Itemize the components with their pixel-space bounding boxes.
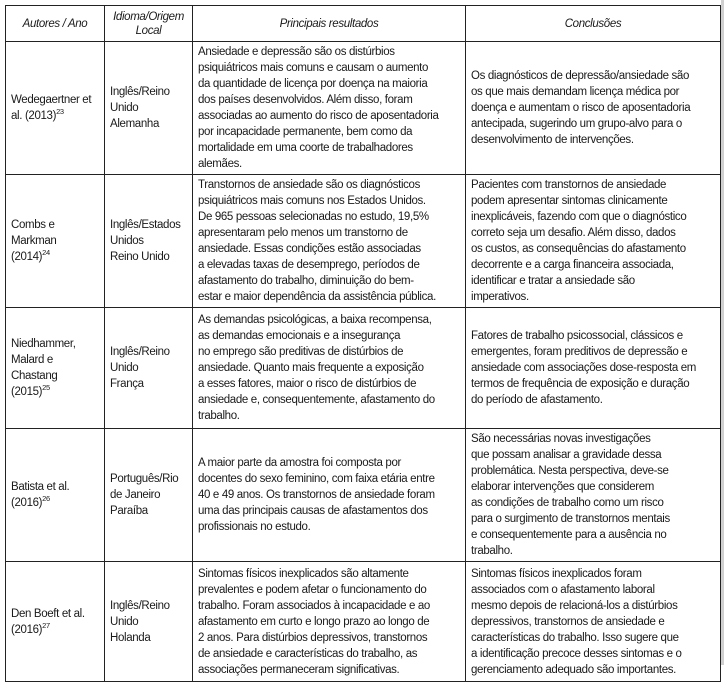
line-text: prevalentes e podem afetar o funcionamento do	[198, 583, 427, 596]
line-text: a esses fatores, maior o risco de distúrbios de	[198, 378, 417, 390]
text-line	[471, 241, 715, 257]
line-text: Sintomas físicos inexplicados são altamente	[198, 567, 409, 580]
table-row	[6, 175, 721, 308]
text-line	[110, 233, 187, 249]
text-line	[198, 471, 460, 487]
table-row	[6, 42, 721, 175]
line-text: as condições de trabalho como um risco	[471, 497, 664, 509]
text-line	[198, 209, 460, 225]
text-line	[198, 225, 460, 241]
line-text: associados com o afastamento laboral	[471, 583, 655, 596]
text-line	[110, 84, 187, 100]
header-conclusions: Conclusões	[466, 6, 721, 42]
text-line	[198, 614, 460, 630]
line-text: termos de frequência de exposição e duração	[471, 378, 690, 390]
text-line	[471, 447, 715, 463]
line-text: podem apresentar sintomas clinicamente	[471, 195, 668, 207]
text-line	[471, 132, 715, 148]
text-line	[110, 487, 187, 503]
cell-conclusions	[466, 562, 721, 682]
line-text: depressivos, transtornos de ansiedade e	[471, 615, 665, 628]
text-line	[198, 60, 460, 76]
line-text: Unido	[110, 362, 139, 374]
cell-author	[6, 562, 105, 682]
line-text: Inglês/Reino	[110, 599, 170, 612]
text-line	[110, 217, 187, 233]
cell-conclusions	[466, 429, 721, 562]
cell-results	[193, 429, 466, 562]
text-line	[198, 108, 460, 124]
line-text: imperativos.	[471, 291, 529, 303]
table-header	[6, 6, 721, 42]
cell-author	[6, 42, 105, 175]
line-text: problemática. Nesta perspectiva, deve-se	[471, 465, 669, 477]
text-line	[198, 312, 460, 328]
line-text: Português/Rio	[110, 473, 179, 485]
line-text: Malard e	[11, 354, 53, 366]
text-line	[471, 289, 715, 305]
line-text: trabalho.	[471, 545, 513, 557]
text-line	[11, 249, 99, 265]
line-text: (2015)	[11, 386, 43, 398]
line-text: Ansiedade e depressão são os distúrbios	[198, 46, 395, 58]
line-text: Chastang	[11, 370, 58, 382]
text-line	[471, 257, 715, 273]
line-text: De 965 pessoas selecionadas no estudo, 19,5%	[198, 211, 429, 223]
line-text: Inglês/Reino	[110, 346, 170, 358]
line-text: doença e aumentam o risco de aposentadoria	[471, 102, 691, 114]
line-text: gerenciamento adequado são importantes.	[471, 663, 676, 676]
text-line	[471, 100, 715, 116]
line-text: Markman	[11, 235, 57, 247]
text-line	[110, 598, 187, 614]
text-line	[11, 495, 99, 511]
text-line	[11, 352, 99, 368]
line-text: ansiedade com associações dose-resposta em	[471, 362, 697, 374]
text-line	[471, 566, 715, 582]
text-line	[11, 384, 99, 400]
line-text: França	[110, 378, 144, 390]
text-line	[471, 116, 715, 132]
text-line	[471, 209, 715, 225]
line-text: Pacientes com transtornos de ansiedade	[471, 179, 667, 191]
studies-table	[5, 5, 721, 682]
line-text: por incapacidade permanente, bem como da	[198, 126, 413, 138]
header-origin: Idioma/Origem Local	[105, 6, 193, 42]
line-text: de Janeiro	[110, 489, 161, 501]
line-text: mortalidade em uma coorte de trabalhadores	[198, 142, 413, 154]
line-text: identificar e tratar a ansiedade são	[471, 275, 635, 287]
text-line	[11, 108, 99, 124]
text-line	[198, 124, 460, 140]
line-text: Transtornos de ansiedade são os diagnósticos	[198, 179, 420, 191]
text-line	[471, 463, 715, 479]
text-line	[198, 598, 460, 614]
text-line	[471, 344, 715, 360]
line-text: emergentes, foram preditivos de depressão e	[471, 346, 688, 358]
text-line	[198, 503, 460, 519]
line-text: os custos, as consequências do afastamento	[471, 243, 686, 255]
cell-conclusions	[466, 175, 721, 308]
line-text: Reino Unido	[110, 251, 170, 263]
line-text: trabalho.	[198, 410, 240, 422]
text-line	[110, 630, 187, 646]
line-text: alemães.	[198, 158, 242, 170]
text-line	[198, 241, 460, 257]
cell-results	[193, 175, 466, 308]
line-text: ansiedade. Essas condições estão associadas	[198, 243, 421, 255]
line-text: Unidos	[110, 235, 144, 247]
line-text: a identificação precoce desses sintomas e o	[471, 647, 682, 660]
line-text: associadas ao aumento do risco de aposentadoria	[198, 110, 439, 122]
table-row	[6, 429, 721, 562]
cell-results	[193, 562, 466, 682]
cell-conclusions	[466, 308, 721, 429]
text-line	[11, 92, 99, 108]
line-text: al. (2013)	[11, 110, 57, 122]
line-text: Fatores de trabalho psicossocial, clássicos e	[471, 330, 683, 342]
cell-author	[6, 308, 105, 429]
text-line	[198, 519, 460, 535]
line-text: inexplicáveis, fazendo com que o diagnóstico	[471, 211, 687, 223]
text-line	[198, 566, 460, 582]
text-line	[198, 582, 460, 598]
text-line	[471, 225, 715, 241]
line-text: 40 e 49 anos. Os transtornos de ansiedade foram	[198, 489, 435, 501]
line-text: Sintomas físicos inexplicados foram	[471, 567, 642, 580]
line-text: São necessárias novas investigações	[471, 433, 651, 445]
line-text: Holanda	[110, 631, 151, 644]
text-line	[110, 614, 187, 630]
line-text: Unido	[110, 615, 139, 628]
line-text: correto seja um desafio. Além disso, dados	[471, 227, 676, 239]
line-text: uma das principais causas de afastamentos dos	[198, 505, 428, 517]
cell-results	[193, 42, 466, 175]
reference-number: 26	[42, 494, 50, 504]
line-text: (2016)	[11, 623, 43, 636]
text-line	[110, 376, 187, 392]
text-line	[471, 630, 715, 646]
line-text: desenvolvimento de intervenções.	[471, 134, 634, 146]
line-text: 2 anos. Para distúrbios depressivos, transtornos	[198, 631, 428, 644]
line-text: no emprego são preditivas de distúrbios de	[198, 346, 404, 358]
reference-number: 25	[42, 383, 50, 393]
line-text: da quantidade de licença por doença na maioria	[198, 78, 428, 90]
line-text: apresentaram pelo menos um transtorno de	[198, 227, 408, 239]
line-text: A maior parte da amostra foi composta por	[198, 457, 401, 469]
line-text: Den Boeft et al.	[11, 607, 85, 620]
text-line	[198, 408, 460, 424]
text-line	[198, 156, 460, 172]
cell-author	[6, 429, 105, 562]
line-text: Niedhammer,	[11, 338, 76, 350]
line-text: Combs e	[11, 219, 55, 231]
text-line	[471, 527, 715, 543]
text-line	[198, 630, 460, 646]
text-line	[198, 487, 460, 503]
line-text: associações permaneceram significativas.	[198, 663, 400, 676]
text-line	[198, 360, 460, 376]
text-line	[198, 177, 460, 193]
text-line	[198, 92, 460, 108]
text-line	[198, 392, 460, 408]
reference-number: 27	[42, 620, 50, 630]
cell-origin	[105, 42, 193, 175]
line-text: trabalho. Foram associados à incapacidade e ao	[198, 599, 430, 612]
cell-origin	[105, 429, 193, 562]
line-text: as demandas emocionais e a insegurança	[198, 330, 401, 342]
table-row	[6, 562, 721, 682]
text-line	[198, 76, 460, 92]
line-text: Inglês/Estados	[110, 219, 181, 231]
text-line	[471, 392, 715, 408]
text-line	[110, 344, 187, 360]
text-line	[198, 289, 460, 305]
text-line	[471, 614, 715, 630]
reference-number: 23	[56, 107, 64, 117]
line-text: Unido	[110, 102, 139, 114]
line-text: os que mais demandam licença médica por	[471, 86, 680, 98]
line-text: Os diagnósticos de depressão/ansiedade são	[471, 70, 690, 82]
cell-author	[6, 175, 105, 308]
text-line	[11, 233, 99, 249]
text-line	[110, 116, 187, 132]
line-text: mesmo depois de relacioná-los a distúrbios	[471, 599, 678, 612]
line-text: elaborar intervenções que considerem	[471, 481, 655, 493]
line-text: Paraíba	[110, 505, 148, 517]
line-text: psiquiátricos mais comuns nos Estados Unidos.	[198, 195, 426, 207]
line-text: do período de afastamento.	[471, 394, 603, 406]
text-line	[198, 44, 460, 60]
line-text: e consequentemente para a ausência no	[471, 529, 667, 541]
text-line	[11, 479, 99, 495]
line-text: afastamento em curto e longo prazo ao longo de	[198, 615, 430, 628]
text-line	[471, 431, 715, 447]
line-text: antecipada, sugerindo um grupo-alvo para o	[471, 118, 682, 130]
cell-origin	[105, 562, 193, 682]
text-line	[471, 582, 715, 598]
text-line	[471, 68, 715, 84]
text-line	[471, 662, 715, 678]
line-text: As demandas psicológicas, a baixa recompensa,	[198, 314, 432, 326]
text-line	[198, 646, 460, 662]
line-text: para o surgimento de transtornos mentais	[471, 513, 670, 525]
text-line	[471, 511, 715, 527]
line-text: (2014)	[11, 251, 43, 263]
text-line	[11, 336, 99, 352]
text-line	[110, 360, 187, 376]
text-line	[11, 217, 99, 233]
text-line	[471, 328, 715, 344]
header-authors: Autores / Ano	[6, 6, 105, 42]
text-line	[198, 193, 460, 209]
text-line	[471, 479, 715, 495]
line-text: dos países desenvolvidos. Além disso, foram	[198, 94, 413, 106]
line-text: (2016)	[11, 497, 43, 509]
text-line	[110, 100, 187, 116]
text-line	[11, 606, 99, 622]
text-line	[198, 662, 460, 678]
cell-origin	[105, 308, 193, 429]
cell-origin	[105, 175, 193, 308]
text-line	[471, 543, 715, 559]
table-body	[6, 42, 721, 682]
line-text: características do trabalho. Isso sugere que	[471, 631, 679, 644]
line-text: Batista et al.	[11, 481, 70, 493]
line-text: afastamento do trabalho, diminuição do bem-	[198, 275, 414, 287]
text-line	[471, 598, 715, 614]
line-text: Alemanha	[110, 118, 159, 130]
cell-conclusions	[466, 42, 721, 175]
text-line	[198, 344, 460, 360]
text-line	[471, 84, 715, 100]
text-line	[198, 273, 460, 289]
text-line	[198, 376, 460, 392]
text-line	[198, 455, 460, 471]
header-results: Principais resultados	[193, 6, 466, 42]
line-text: profissionais no estudo.	[198, 521, 311, 533]
line-text: docentes do sexo feminino, com faixa etária entre	[198, 473, 435, 485]
line-text: de ansiedade e características do trabalho, as	[198, 647, 418, 660]
cell-results	[193, 308, 466, 429]
text-line	[471, 646, 715, 662]
text-line	[471, 360, 715, 376]
line-text: Wedegaertner et	[11, 94, 92, 106]
text-line	[11, 368, 99, 384]
text-line	[110, 503, 187, 519]
text-line	[198, 140, 460, 156]
text-line	[110, 249, 187, 265]
line-text: decorrente e a carga financeira associada,	[471, 259, 674, 271]
table-row	[6, 308, 721, 429]
text-line	[471, 495, 715, 511]
text-line	[110, 471, 187, 487]
line-text: psiquiátricos mais comuns e causam o aumento	[198, 62, 429, 74]
line-text: a elevadas taxas de desemprego, períodos de	[198, 259, 420, 271]
line-text: Inglês/Reino	[110, 86, 170, 98]
line-text: estar e maior dependência da assistência pública.	[198, 291, 436, 303]
text-line	[471, 273, 715, 289]
line-text: ansiedade. Quanto mais frequente a exposição	[198, 362, 424, 374]
text-line	[471, 193, 715, 209]
text-line	[11, 622, 99, 638]
line-text: ansiedade e, consequentemente, afastamento do	[198, 394, 435, 406]
text-line	[471, 177, 715, 193]
text-line	[471, 376, 715, 392]
text-line	[198, 328, 460, 344]
reference-number: 24	[42, 248, 50, 258]
text-line	[198, 257, 460, 273]
line-text: que possam analisar a gravidade dessa	[471, 449, 662, 461]
